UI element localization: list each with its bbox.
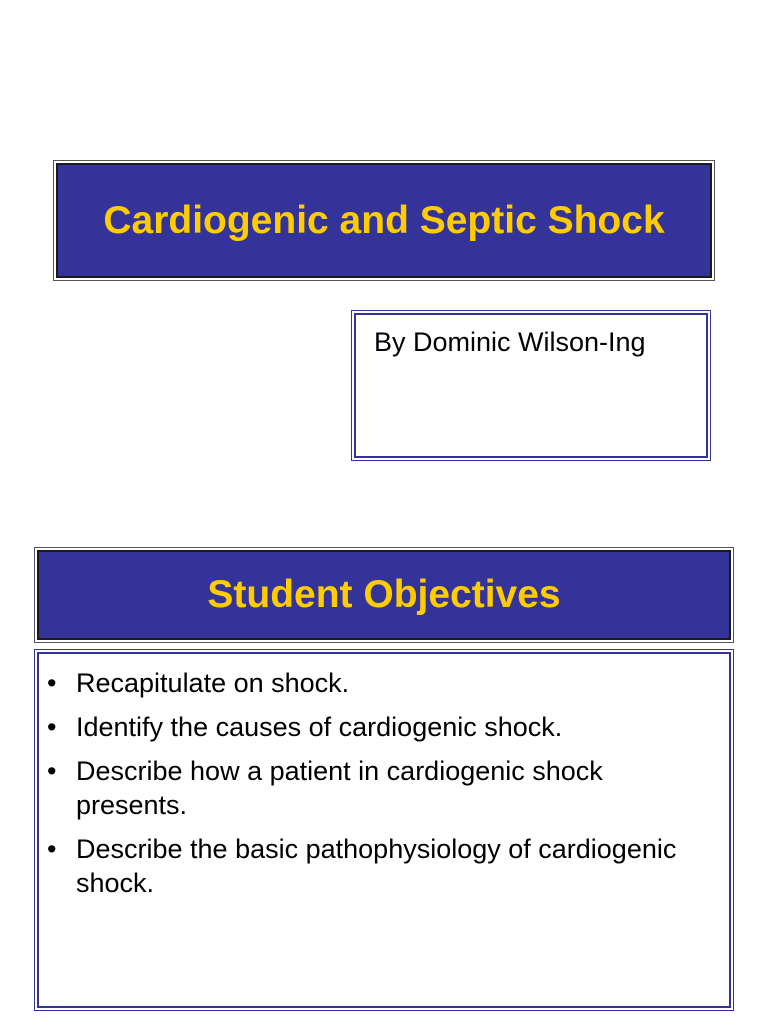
objective-item <box>47 666 719 700</box>
objective-item <box>47 754 719 822</box>
objectives-box <box>37 652 731 1008</box>
bullet-icon: • <box>47 834 57 864</box>
objective-text: Recapitulate on shock. <box>76 668 350 698</box>
slide1-title-banner <box>56 163 712 278</box>
author-box <box>354 313 708 458</box>
bullet-icon: • <box>47 668 57 698</box>
objectives-list <box>47 666 719 910</box>
slide2-title-banner <box>37 550 731 640</box>
slide1-title: Cardiogenic and Septic Shock <box>103 198 665 242</box>
objective-text: Identify the causes of cardiogenic shock. <box>76 712 563 742</box>
bullet-icon: • <box>47 712 57 742</box>
bullet-icon: • <box>47 756 57 786</box>
objective-item <box>47 710 719 744</box>
slide2-title: Student Objectives <box>207 573 561 616</box>
objective-text: Describe the basic pathophysiology of cardiogenic shock. <box>76 834 677 898</box>
author-name: By Dominic Wilson-Ing <box>374 327 646 357</box>
objective-item <box>47 832 719 900</box>
objective-text: Describe how a patient in cardiogenic shock presents. <box>76 756 603 820</box>
